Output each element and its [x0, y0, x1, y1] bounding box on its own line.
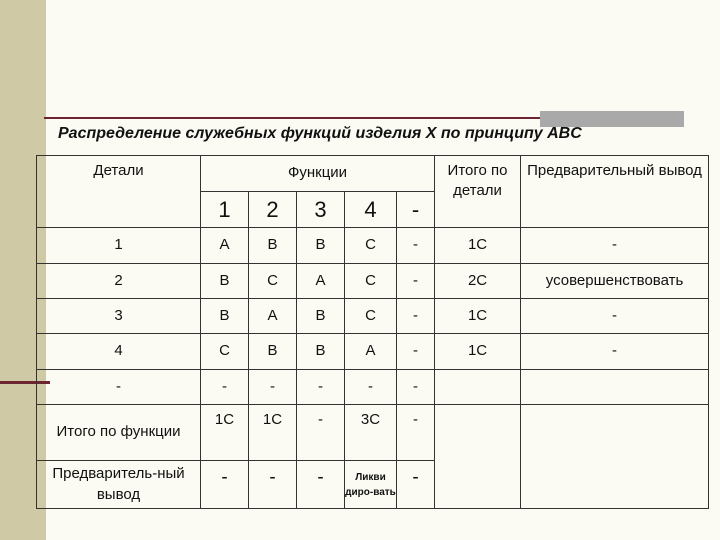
function-cell: -	[397, 264, 435, 299]
function-cell: C	[345, 264, 397, 299]
function-cell: -	[397, 299, 435, 334]
detail-cell: 4	[37, 334, 201, 370]
function-cell: B	[249, 228, 297, 264]
conclusion-function-cell: -	[397, 461, 435, 509]
total-cell: 1C	[435, 334, 521, 370]
conclusion-cell	[521, 370, 709, 405]
conclusion-cell: -	[521, 228, 709, 264]
function-cell: C	[345, 299, 397, 334]
function-cell: A	[249, 299, 297, 334]
conclusion-function-cell: -	[201, 461, 249, 509]
function-cell: -	[249, 370, 297, 405]
function-number: 2	[249, 192, 297, 228]
table-row	[37, 228, 709, 264]
function-cell: C	[201, 334, 249, 370]
conclusion-cell: -	[521, 334, 709, 370]
function-cell: A	[201, 228, 249, 264]
function-number: 1	[201, 192, 249, 228]
header-functions: Функции	[201, 156, 435, 192]
slide-title: Распределение служебных функций изделия X по принципу ABC	[58, 125, 582, 142]
table-row	[37, 264, 709, 299]
function-total-cell: 1C	[249, 405, 297, 461]
function-total-cell: 1C	[201, 405, 249, 461]
preliminary-conclusion-label: Предваритель-ный вывод	[37, 461, 201, 509]
function-number: 3	[297, 192, 345, 228]
total-by-function-row	[37, 405, 709, 461]
detail-cell: 3	[37, 299, 201, 334]
detail-cell: -	[37, 370, 201, 405]
function-cell: B	[297, 299, 345, 334]
function-total-cell: -	[297, 405, 345, 461]
total-cell: 2C	[435, 264, 521, 299]
total-cell: 1C	[435, 228, 521, 264]
function-number: 4	[345, 192, 397, 228]
function-cell: -	[297, 370, 345, 405]
conclusion-function-cell: -	[297, 461, 345, 509]
conclusion-cell: усовершенствовать	[521, 264, 709, 299]
function-cell: B	[297, 334, 345, 370]
function-cell: B	[297, 228, 345, 264]
function-total-cell: -	[397, 405, 435, 461]
table-row	[37, 334, 709, 370]
function-total-cell: 3C	[345, 405, 397, 461]
detail-cell: 1	[37, 228, 201, 264]
function-cell: A	[345, 334, 397, 370]
total-cell: 1C	[435, 299, 521, 334]
total-by-function-label: Итого по функции	[37, 405, 201, 461]
header-preliminary: Предварительный вывод	[521, 156, 709, 228]
function-cell: C	[249, 264, 297, 299]
function-cell: -	[201, 370, 249, 405]
empty-cell	[521, 405, 709, 509]
header-row-1	[37, 156, 709, 192]
function-number: -	[397, 192, 435, 228]
function-cell: B	[201, 299, 249, 334]
detail-cell: 2	[37, 264, 201, 299]
function-cell: -	[397, 228, 435, 264]
function-cell: -	[397, 370, 435, 405]
function-cell: B	[249, 334, 297, 370]
conclusion-cell: -	[521, 299, 709, 334]
header-details: Детали	[37, 156, 201, 228]
function-cell: A	[297, 264, 345, 299]
conclusion-function-cell: Ликви диро-вать	[345, 461, 397, 509]
table-row	[37, 370, 709, 405]
function-cell: -	[345, 370, 397, 405]
abc-table	[36, 155, 709, 509]
function-cell: -	[397, 334, 435, 370]
header-total-by-detail: Итого по детали	[435, 156, 521, 228]
total-cell	[435, 370, 521, 405]
function-cell: B	[201, 264, 249, 299]
conclusion-function-cell: -	[249, 461, 297, 509]
empty-cell	[435, 405, 521, 509]
function-cell: C	[345, 228, 397, 264]
table-row	[37, 299, 709, 334]
